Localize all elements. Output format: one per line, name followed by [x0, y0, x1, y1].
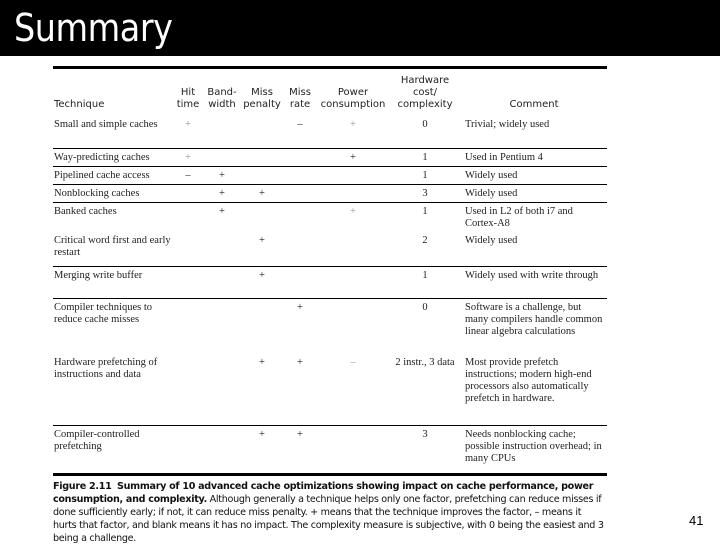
- cell-bandwidth: [203, 148, 241, 166]
- cell-hw-cost: 1: [389, 202, 461, 232]
- cell-power: +: [350, 119, 356, 130]
- header-comment: Comment: [509, 99, 559, 110]
- cell-hit-time: [173, 354, 203, 426]
- cell-hw-cost: 0: [422, 119, 428, 130]
- cell-comment: Widely used: [461, 184, 607, 202]
- cell-technique: Compiler techniques to reduce cache misses: [53, 299, 173, 354]
- cell-miss-penalty: +: [259, 356, 265, 368]
- cell-hit-time: –: [173, 166, 203, 184]
- cell-miss-rate: –: [297, 119, 303, 130]
- cache-optimization-table: [53, 69, 607, 473]
- cell-power: [317, 232, 389, 267]
- cell-miss-rate: [283, 166, 317, 184]
- caption-label: Figure 2.11: [53, 480, 112, 492]
- header-hit-time: Hit time: [176, 87, 200, 110]
- caption-body: Although generally a technique helps only one factor, prefetching can reduce misses if done sufficiently early; if not, it can reduce miss penalty. + means that the technique improves the factor, – means it hurts that factor, and blank means it has no impact. The complexity measure is subjective, with 0 being the easiest and 3 being a challenge.: [53, 493, 604, 544]
- cell-hw-cost: 1: [389, 166, 461, 184]
- cell-miss-rate: [283, 148, 317, 166]
- header-technique: Technique: [54, 99, 105, 110]
- figure-caption: [53, 480, 607, 545]
- cell-hit-time: +: [173, 148, 203, 166]
- cell-miss-penalty: [241, 116, 283, 148]
- cell-bandwidth: +: [203, 202, 241, 232]
- cell-hw-cost: 3: [389, 184, 461, 202]
- table-header-row: [53, 69, 607, 116]
- cell-power: –: [350, 356, 356, 368]
- table-row: [53, 232, 607, 267]
- cell-bandwidth: [203, 426, 241, 473]
- cell-miss-penalty: +: [241, 426, 283, 473]
- cell-miss-penalty: +: [259, 234, 265, 246]
- caption-lead: Summary of 10 advanced cache optimizations showing impact on cache performance, power consumption, and complexity.: [53, 480, 594, 505]
- table-row: [53, 354, 607, 426]
- header-hw-cost: Hardware cost/ complexity: [397, 75, 453, 110]
- table-row: [53, 116, 607, 148]
- cell-hit-time: [173, 426, 203, 473]
- table-row: [53, 426, 607, 473]
- cell-bandwidth: [203, 354, 241, 426]
- cell-technique: Pipelined cache access: [53, 166, 173, 184]
- cell-comment: Widely used with write through: [461, 267, 607, 299]
- cell-technique: Nonblocking caches: [53, 184, 173, 202]
- cell-hit-time: [173, 299, 203, 354]
- cell-hw-cost: 1: [389, 148, 461, 166]
- cell-comment: Needs nonblocking cache; possible instruction overhead; in many CPUs: [461, 426, 607, 473]
- cell-miss-rate: +: [297, 356, 303, 368]
- header-miss-penalty: Miss penalty: [243, 87, 281, 110]
- cell-comment: Used in L2 of both i7 and Cortex-A8: [461, 202, 607, 232]
- cell-comment: Widely used: [461, 166, 607, 184]
- cell-miss-penalty: +: [241, 184, 283, 202]
- cell-miss-penalty: [241, 299, 283, 354]
- cell-bandwidth: [203, 116, 241, 148]
- cell-miss-rate: +: [283, 299, 317, 354]
- cell-comment: Widely used: [465, 234, 518, 246]
- cell-hw-cost: 2: [422, 234, 428, 246]
- header-miss-rate: Miss rate: [289, 87, 311, 110]
- cell-power: [317, 184, 389, 202]
- table-row: [53, 267, 607, 299]
- cell-miss-rate: [283, 232, 317, 267]
- cell-power: [317, 426, 389, 473]
- cell-miss-penalty: [241, 202, 283, 232]
- table-row: [53, 202, 607, 232]
- cell-comment: Used in Pentium 4: [461, 148, 607, 166]
- cell-technique: Merging write buffer: [53, 267, 173, 299]
- cell-hit-time: [173, 232, 203, 267]
- page-number: 41: [689, 513, 704, 528]
- figure-2-11: [53, 66, 607, 545]
- cell-bandwidth: [203, 232, 241, 267]
- cell-hw-cost: 1: [389, 267, 461, 299]
- slide-title: Summary: [14, 6, 173, 50]
- cell-hw-cost: 2 instr., 3 data: [395, 356, 455, 368]
- cell-hw-cost: 0: [389, 299, 461, 354]
- cell-hw-cost: 3: [389, 426, 461, 473]
- cell-technique: Compiler-controlled prefetching: [53, 426, 173, 473]
- cell-miss-penalty: +: [241, 267, 283, 299]
- table-bottom-rule: [53, 473, 607, 476]
- cell-bandwidth: +: [203, 166, 241, 184]
- cell-miss-rate: [283, 267, 317, 299]
- cell-comment: Most provide prefetch instructions; modern high-end processors also automatically prefetch in hardware.: [465, 356, 592, 404]
- cell-bandwidth: +: [203, 184, 241, 202]
- cell-hit-time: [173, 202, 203, 232]
- table-row: [53, 299, 607, 354]
- cell-bandwidth: [203, 299, 241, 354]
- cell-power: [317, 267, 389, 299]
- cell-power: [317, 299, 389, 354]
- cell-technique: Critical word first and early restart: [54, 234, 171, 258]
- cell-hit-time: [173, 184, 203, 202]
- cell-miss-rate: [283, 202, 317, 232]
- cell-technique: Hardware prefetching of instructions and data: [54, 356, 158, 380]
- cell-technique: Banked caches: [53, 202, 173, 232]
- cell-technique: Small and simple caches: [54, 119, 158, 130]
- header-power: Power consumption: [320, 87, 386, 110]
- cell-miss-penalty: [241, 166, 283, 184]
- cell-comment: Software is a challenge, but many compilers handle common linear algebra calculations: [461, 299, 607, 354]
- cell-bandwidth: [203, 267, 241, 299]
- cell-miss-penalty: [241, 148, 283, 166]
- slide-title-bar: [0, 0, 720, 56]
- header-bandwidth: Band- width: [207, 87, 237, 110]
- cell-miss-rate: [283, 184, 317, 202]
- cell-technique: Way-predicting caches: [53, 148, 173, 166]
- cell-comment: Trivial; widely used: [465, 119, 550, 130]
- table-row: [53, 148, 607, 166]
- cell-power: +: [317, 148, 389, 166]
- cell-power: [317, 166, 389, 184]
- table-row: [53, 184, 607, 202]
- cell-hit-time: [173, 267, 203, 299]
- cell-power: +: [317, 202, 389, 232]
- cell-miss-rate: +: [283, 426, 317, 473]
- table-row: [53, 166, 607, 184]
- cell-hit-time: +: [185, 119, 191, 130]
